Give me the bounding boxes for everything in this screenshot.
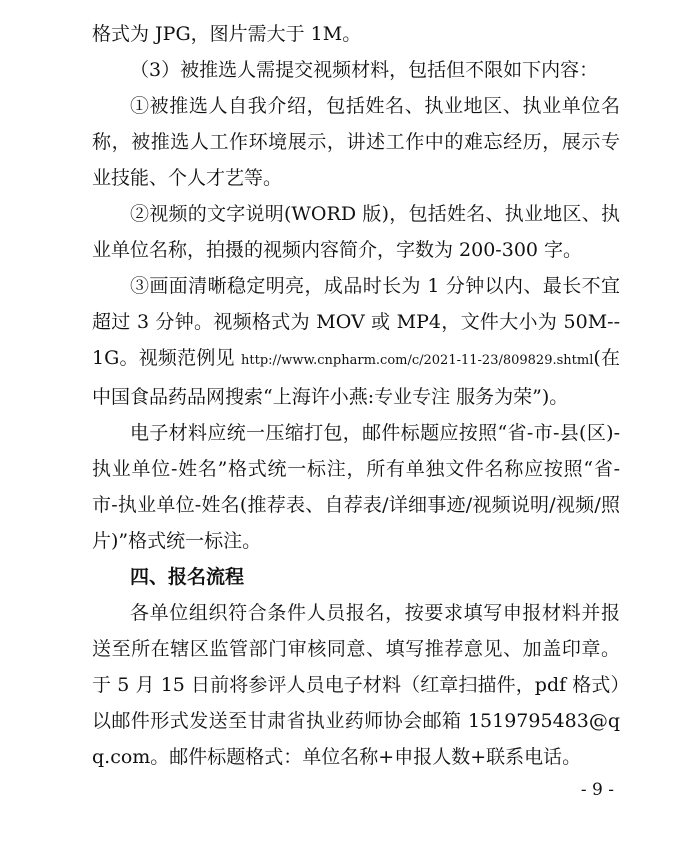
section-4-body: 各单位组织符合条件人员报名，按要求填写申报材料并报送至所在辖区监管部门审核同意、填写推荐意见、加盖印章。 于 5 月 15 日前将参评人员电子材料（红章扫描件，pdf 格式）以邮件形式发送至甘肃省执业药师协会邮箱 1519795483@qq.com。邮件标题格式：单位名称+申报人数+联系电话。 [92,602,620,768]
document-body [92,16,620,775]
video-item-3-search-note: (在中国食品药品网搜索“上海许小燕:专业专注 服务为荣”)。 [92,347,620,408]
photo-format-line: 格式为 JPG，图片需大于 1M。 [92,23,362,45]
video-example-link[interactable]: http://www.cnpharm.com/c/2021-11-23/809829.shtml [241,353,594,368]
page-number: - 9 - [580,780,614,800]
video-item-3 [92,268,620,415]
section-4-heading: 四、报名流程 [130,566,245,588]
video-item-3-text: ③画面清晰稳定明亮，成品时长为 1 分钟以内、最长不宜超过 3 分钟。视频格式为 MOV 或 MP4，文件大小为 50M--1G。视频范例见 [92,275,620,369]
video-item-1: ①被推选人自我介绍，包括姓名、执业地区、执业单位名称，被推选人工作环境展示，讲述工作中的难忘经历，展示专业技能、个人才艺等。 [92,95,620,189]
video-item-2: ②视频的文字说明(WORD 版)，包括姓名、执业地区、执业单位名称，拍摄的视频内容简介，字数为 200-300 字。 [92,203,620,261]
video-requirements-title: （3）被推选人需提交视频材料，包括但不限如下内容： [130,59,599,81]
packaging-instructions: 电子材料应统一压缩打包，邮件标题应按照“省-市-县(区)-执业单位-姓名”格式统一标注，所有单独文件名称应按照“省-市-执业单位-姓名(推荐表、自荐表/详细事迹/视频说明/视频/照片)”格式统一标注。 [92,422,620,552]
